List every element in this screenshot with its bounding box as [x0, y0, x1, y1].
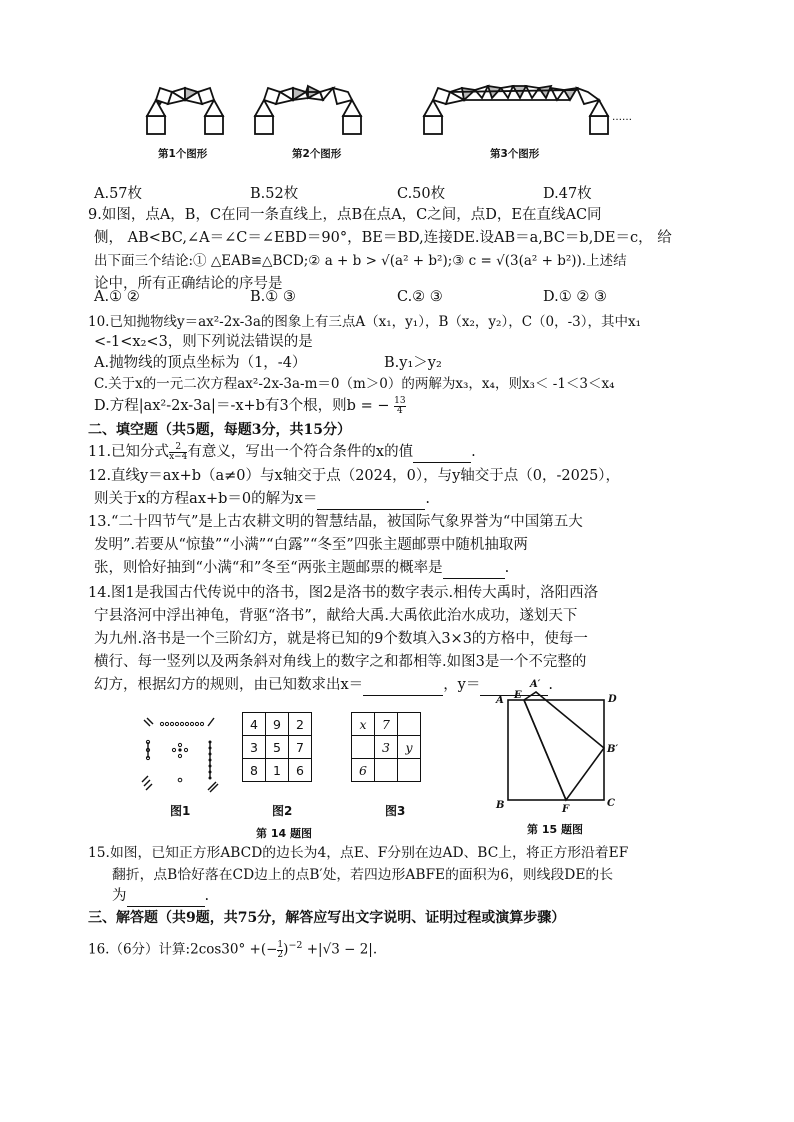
q14-line-2: 宁县洛河中浮出神龟，背驱“洛书”，献给大禹.大禹依此治水成功，遂划天下 [94, 608, 578, 624]
q11-fraction: $\frac{2}{x-4}$ [169, 441, 188, 462]
fig15-label-b: B [496, 800, 505, 811]
q9-option-d: D.① ② ③ [543, 289, 607, 305]
q16-fraction: $\frac{1}{2}$ [277, 939, 284, 960]
q13-line-3: 张，则恰好抽到“小满“和”冬至“两张主题邮票的概率是 . [94, 558, 509, 579]
q14-line-4: 横行、每一竖列以及两条斜对角线上的数字之和都相等.如图3是一个不完整的 [94, 654, 587, 670]
pattern-figure-2 [255, 86, 361, 134]
fig15-label-b-prime: B′ [607, 744, 619, 755]
q10-option-b: B.y₁＞y₂ [384, 355, 442, 371]
q9-option-b: B.① ③ [250, 289, 296, 305]
pattern-ellipsis: …… [612, 112, 632, 123]
section-3-title: 三、解答题（共9题，共75分，解答应写出文字说明、证明过程或演算步骤） [88, 910, 566, 926]
q13-answer-blank[interactable] [443, 558, 505, 579]
grid3-cell: x [352, 713, 375, 736]
fig15-label-a-prime: A′ [530, 679, 541, 690]
pattern-figure-3 [424, 86, 608, 134]
q13-line-1: 13.“二十四节气”是上古农耕文明的智慧结晶，被国际气象界誉为“中国第五大 [88, 514, 583, 530]
q15-line-1: 15.如图，已知正方形ABCD的边长为4，点E、F分别在边AD、BC上，将正方形沿着EF [88, 845, 629, 861]
grid2-cell: 1 [266, 759, 289, 782]
grid2-cell: 5 [266, 736, 289, 759]
fig15-label-d: D [608, 694, 617, 705]
q10-option-c: C.关于x的一元二次方程ax²-2x-3a-m＝0（m＞0）的两解为x₃，x₄，则x₃＜ -1＜3＜x₄ [94, 376, 615, 392]
luoshu-figure [138, 716, 222, 794]
grid3-cell [375, 759, 398, 782]
grid2-cell: 3 [243, 736, 266, 759]
section-2-title: 二、填空题（共5题，每题3分，共15分） [88, 422, 351, 438]
grid3-cell: 3 [375, 736, 398, 759]
q14-line-5: 幻方，根据幻方的规则，由已知数求出x＝ ，y＝ . [94, 675, 553, 696]
pattern-caption-1: 第1个图形 [158, 148, 208, 160]
grid3-cell: y [398, 736, 421, 759]
q10-option-a: A.抛物线的顶点坐标为（1，-4） [94, 355, 307, 371]
q13-line-2: 发明”.若要从“惊蛰”“小满”“白露”“冬至”四张主题邮票中随机抽取两 [94, 537, 528, 553]
fig15-caption: 第 15 题图 [527, 823, 583, 836]
grid2-cell: 8 [243, 759, 266, 782]
q15-line-2: 翻折，点B恰好落在CD边上的点B′处，若四边形ABFE的面积为6，则线段DE的长 [112, 867, 613, 883]
q9-line-2: 侧， AB<BC,∠A＝∠C＝∠EBD＝90°，BE＝BD,连接DE.设AB＝a,BC＝b,DE＝c， 给 [94, 230, 672, 246]
q15-line-3: 为 . [112, 886, 209, 907]
q9-option-a: A.① ② [94, 289, 140, 305]
q10-option-d-text: D.方程|ax²-2x-3a|＝-x+b有3个根，则b = − [94, 398, 390, 414]
q8-option-c: C.50枚 [397, 186, 446, 202]
fig15-geometry [490, 674, 630, 814]
fig15-label-c: C [607, 798, 615, 809]
q10-line-1: 10.已知抛物线y＝ax²-2x-3a的图象上有三点A（x₁，y₁），B（x₂，y₂），C（0，-3），其中x₁ [88, 314, 642, 330]
q12-line-1: 12.直线y＝ax+b（a≠0）与x轴交于点（2024，0），与y轴交于点（0，-2025）， [88, 468, 621, 484]
q12-answer-blank[interactable] [317, 489, 425, 510]
q8-option-a: A.57枚 [94, 186, 143, 202]
fig15-label-a: A [496, 695, 504, 706]
q9-line-3: 出下面三个结论:① △EAB≌△BCD;② a + b > √(a² + b²);③ c = √(3(a² + b²)).上述结 [94, 253, 627, 269]
q11-line: 11.已知分式 $\frac{2}{x-4}$ 有意义，写出一个符合条件的x的值 . [88, 441, 476, 462]
grid2-cell: 4 [243, 713, 266, 736]
pattern-figures [130, 78, 650, 138]
q8-option-d: D.47枚 [543, 186, 592, 202]
q11-answer-blank[interactable] [413, 442, 471, 463]
q10-option-d [94, 396, 406, 416]
q9-option-c: C.② ③ [397, 289, 443, 305]
magic-square-complete [242, 712, 312, 782]
q14-line-3: 为九州.洛书是一个三阶幻方，就是将已知的9个数填入3×3的方格中，使每一 [94, 631, 588, 647]
fig15-label-e: E [514, 690, 522, 701]
grid3-cell [398, 759, 421, 782]
q12-line-2: 则关于x的方程ax+b＝0的解为x＝ . [94, 489, 430, 510]
fig14-caption: 第 14 题图 [256, 827, 312, 840]
q10-option-d-fraction: $\frac{13}{4}$ [394, 395, 406, 416]
fig15-label-f: F [562, 804, 570, 814]
grid2-cell: 7 [289, 736, 312, 759]
q14-line-1: 14.图1是我国古代传说中的洛书，图2是洛书的数字表示.相传大禹时，洛阳西洛 [88, 585, 599, 601]
q9-line-1: 9.如图，点A，B，C在同一条直线上，点B在点A，C之间，点D，E在直线AC同 [88, 207, 602, 223]
grid3-cell: 7 [375, 713, 398, 736]
pattern-figure-1 [147, 88, 223, 134]
q8-option-b: B.52枚 [250, 186, 299, 202]
grid2-cell: 9 [266, 713, 289, 736]
grid3-cell: 6 [352, 759, 375, 782]
grid2-cell: 6 [289, 759, 312, 782]
grid3-cell [398, 713, 421, 736]
q14-x-answer-blank[interactable] [363, 675, 443, 696]
fig14-label-3: 图3 [385, 804, 406, 818]
grid3-cell [352, 736, 375, 759]
pattern-caption-3: 第3个图形 [490, 148, 540, 160]
q16-line: 16.（6分）计算:2cos30° +(− $\frac{1}{2}$ )$^{-2}$ +|√3 − 2|. [88, 939, 378, 960]
q10-line-2: <-1<x₂<3，则下列说法错误的是 [94, 334, 313, 350]
fig14-label-2: 图2 [272, 804, 293, 818]
fig14-label-1: 图1 [170, 804, 191, 818]
pattern-caption-2: 第2个图形 [292, 148, 342, 160]
q15-answer-blank[interactable] [127, 886, 205, 907]
grid2-cell: 2 [289, 713, 312, 736]
q9-line-4: 论中，所有正确结论的序号是 [94, 276, 283, 292]
magic-square-incomplete [351, 712, 421, 782]
